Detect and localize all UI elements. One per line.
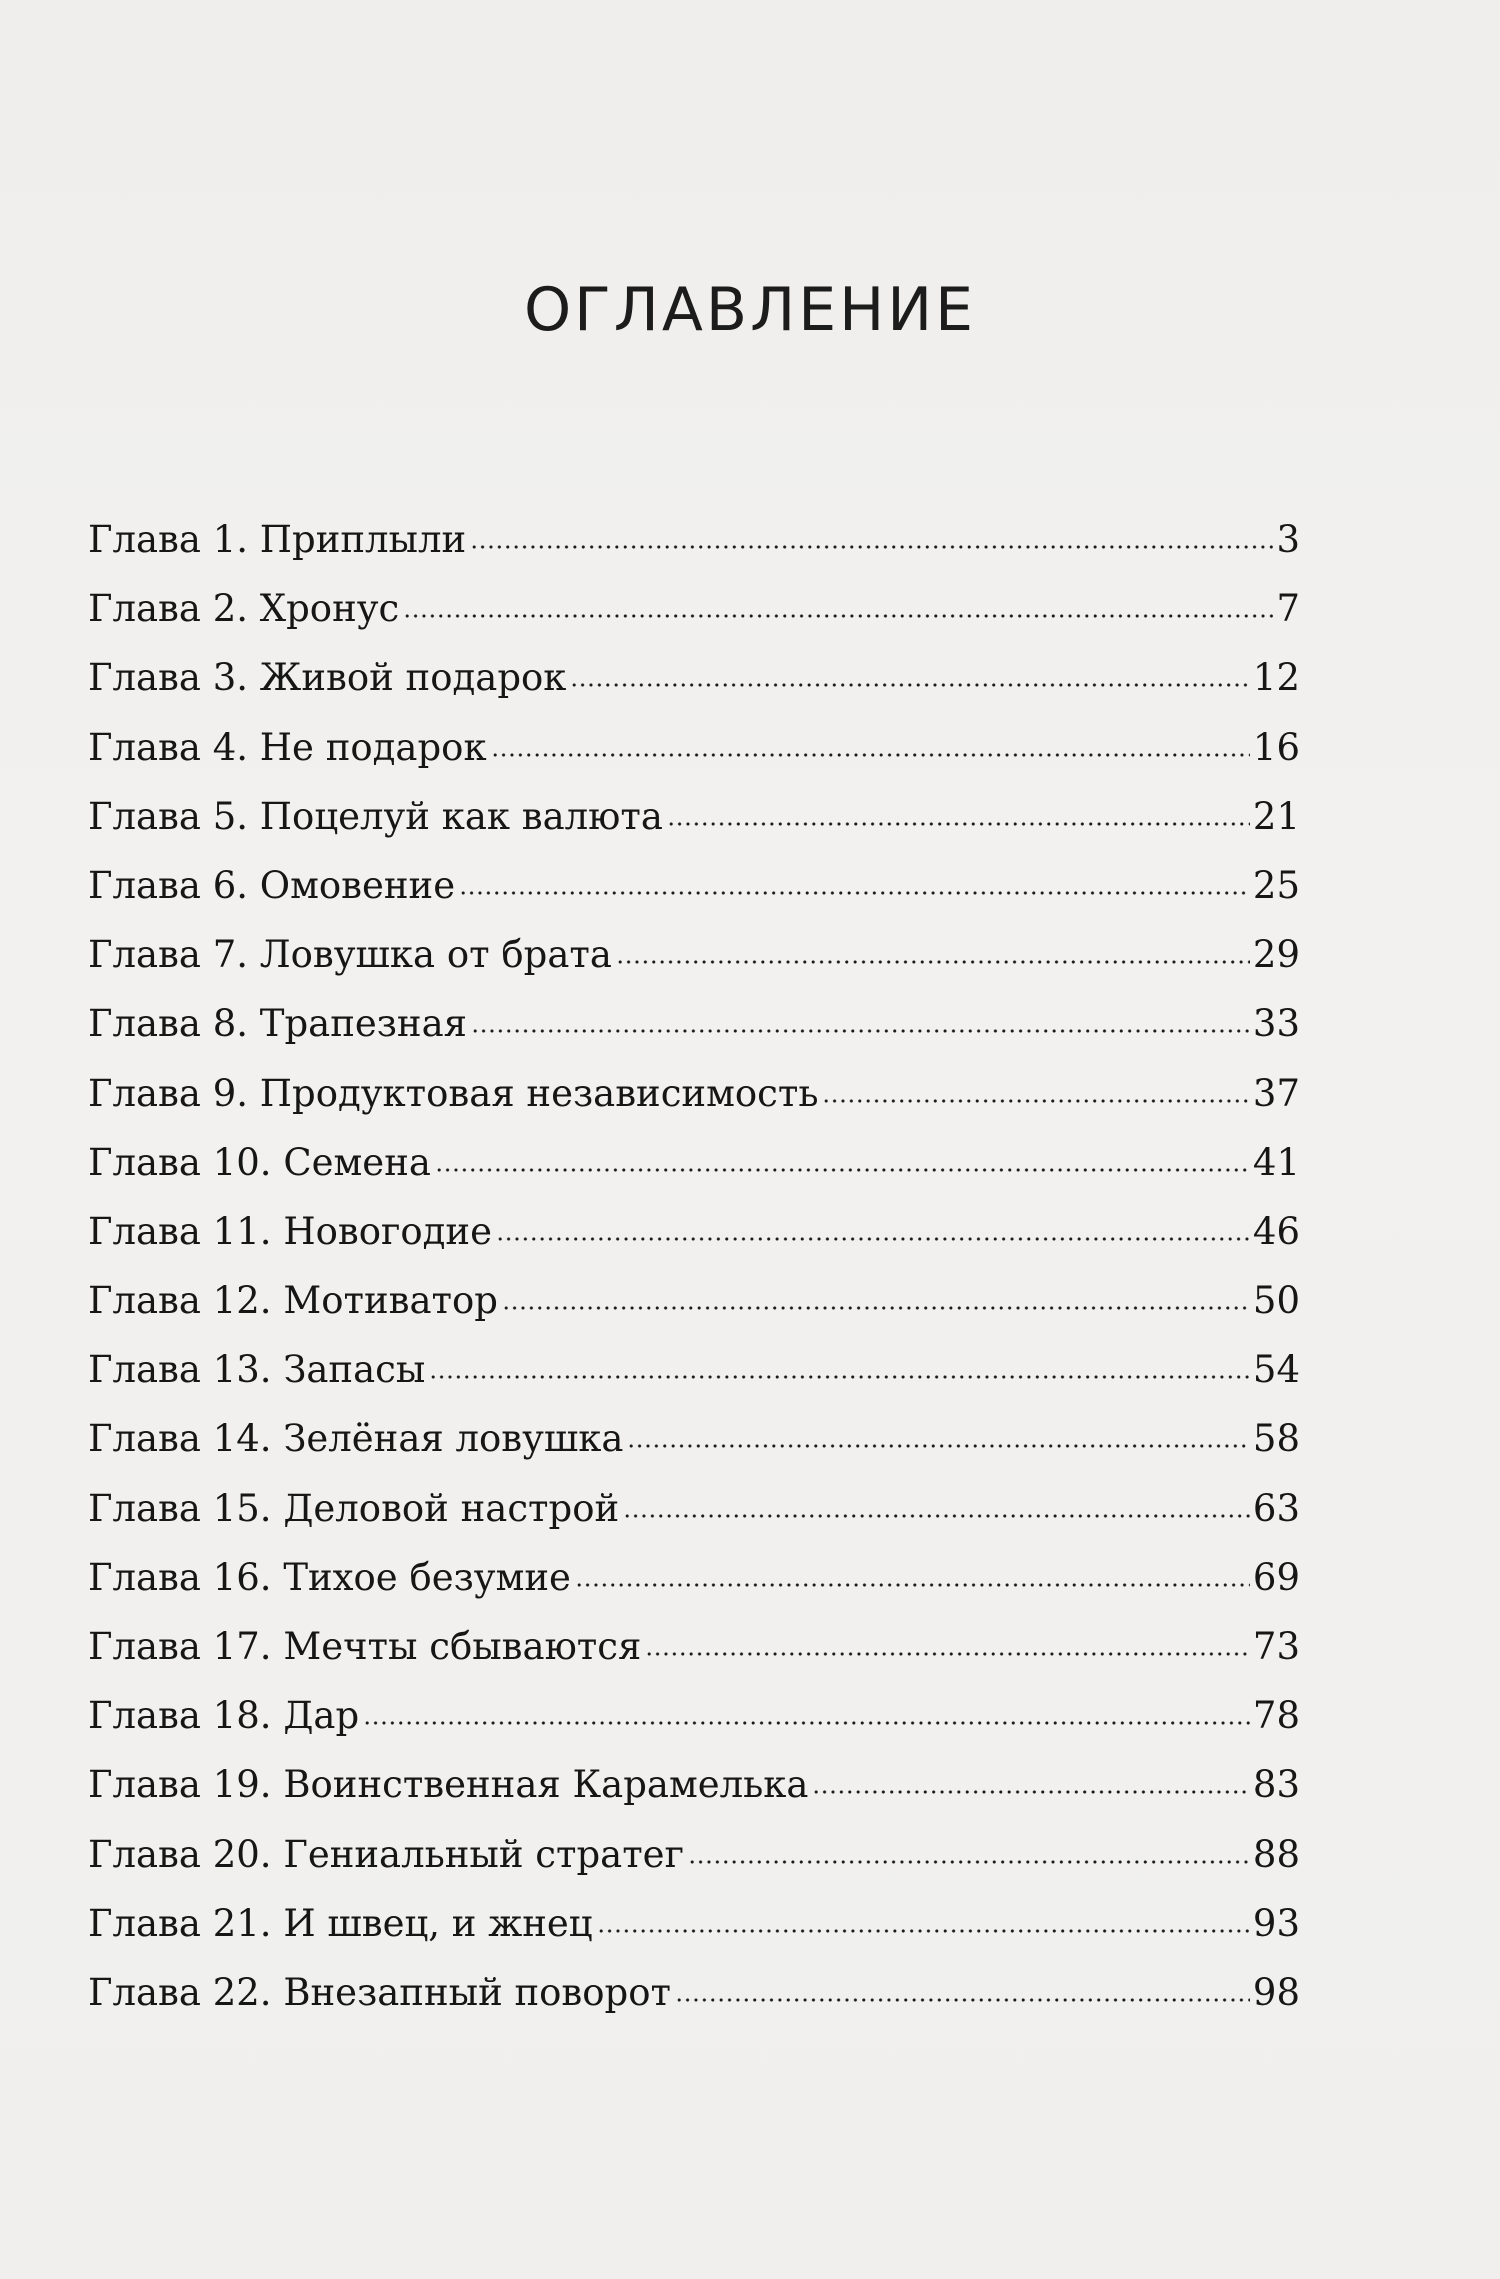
chapter-title: Глава 9. Продуктовая независимость [88,1071,819,1115]
page-number: 33 [1252,1002,1300,1046]
page-number: 25 [1252,863,1300,907]
page-number: 54 [1252,1348,1300,1392]
toc-entry [88,1128,1300,1197]
dot-leader [471,1029,1250,1033]
page-number: 41 [1252,1140,1300,1184]
dot-leader [645,1652,1250,1656]
dot-leader [616,960,1250,964]
toc-entry [88,782,1300,851]
dot-leader [575,1583,1250,1587]
dot-leader [363,1721,1250,1725]
dot-leader [570,683,1250,687]
page-number: 88 [1252,1832,1300,1876]
page-number: 37 [1252,1071,1300,1115]
page-number: 3 [1276,518,1300,561]
dot-leader [675,1998,1250,2002]
page-number: 58 [1252,1417,1300,1461]
dot-leader [688,1860,1250,1864]
toc-entry [88,1820,1300,1889]
chapter-title: Глава 21. И швец, и жнец [88,1901,593,1945]
page-number: 78 [1252,1694,1300,1738]
toc-entry [88,1059,1300,1128]
chapter-title: Глава 22. Внезапный поворот [88,1970,671,2014]
page-number: 16 [1252,725,1300,769]
toc-entry [88,1750,1300,1819]
dot-leader [491,753,1250,757]
dot-leader [429,1375,1250,1379]
page-number: 83 [1252,1763,1300,1807]
page-number: 98 [1252,1970,1300,2014]
toc-entry [88,713,1300,782]
toc-entry [88,1197,1300,1266]
toc-entry [88,574,1300,643]
toc-entry [88,1681,1300,1750]
chapter-title: Глава 3. Живой подарок [88,656,567,700]
dot-leader [470,545,1273,549]
chapter-title: Глава 17. Мечты сбываются [88,1625,642,1668]
dot-leader [597,1929,1250,1933]
chapter-title: Глава 2. Хронус [88,587,400,631]
toc-entry [88,643,1300,712]
dot-leader [667,822,1250,826]
chapter-title: Глава 7. Ловушка от брата [88,933,612,977]
dot-leader [496,1237,1250,1241]
toc-entry [88,989,1300,1058]
chapter-title: Глава 20. Гениальный стратег [88,1832,684,1876]
dot-leader [822,1099,1249,1103]
dot-leader [812,1790,1249,1794]
chapter-title: Глава 12. Мотиватор [88,1279,498,1323]
chapter-title: Глава 8. Трапезная [88,1002,467,1046]
chapter-title: Глава 18. Дар [88,1694,360,1738]
dot-leader [459,891,1250,895]
table-of-contents [88,505,1300,2027]
toc-entry [88,1889,1300,1958]
toc-entry [88,1404,1300,1473]
page-title: ОГЛАВЛЕНИЕ [523,275,977,345]
chapter-title: Глава 1. Приплыли [88,518,467,561]
chapter-title: Глава 4. Не подарок [88,725,487,769]
chapter-title: Глава 19. Воинственная Карамелька [88,1763,809,1807]
chapter-title: Глава 13. Запасы [88,1348,426,1392]
chapter-title: Глава 14. Зелёная ловушка [88,1417,624,1461]
dot-leader [403,614,1273,618]
dot-leader [502,1306,1250,1310]
page-number: 69 [1252,1555,1300,1599]
chapter-title: Глава 11. Новогодие [88,1209,492,1253]
dot-leader [627,1444,1249,1448]
page-number: 50 [1252,1279,1300,1323]
chapter-title: Глава 6. Омовение [88,863,456,907]
toc-entry [88,1335,1300,1404]
chapter-title: Глава 5. Поцелуй как валюта [88,794,663,838]
page-number: 12 [1252,656,1300,700]
page-number: 7 [1276,587,1300,631]
dot-leader [623,1514,1250,1518]
page-number: 93 [1252,1901,1300,1945]
toc-entry [88,920,1300,989]
toc-entry [88,1266,1300,1335]
toc-entry [88,505,1300,574]
page-number: 73 [1252,1625,1300,1668]
page-number: 21 [1252,794,1300,838]
chapter-title: Глава 15. Деловой настрой [88,1486,620,1530]
chapter-title: Глава 16. Тихое безумие [88,1555,571,1599]
chapter-title: Глава 10. Семена [88,1140,431,1184]
toc-entry [88,1543,1300,1612]
toc-entry [88,851,1300,920]
page-number: 46 [1252,1209,1300,1253]
toc-entry [88,1958,1300,2027]
toc-entry [88,1474,1300,1543]
page-number: 63 [1252,1486,1300,1530]
toc-entry [88,1612,1300,1681]
page-number: 29 [1252,933,1300,977]
dot-leader [435,1168,1250,1172]
